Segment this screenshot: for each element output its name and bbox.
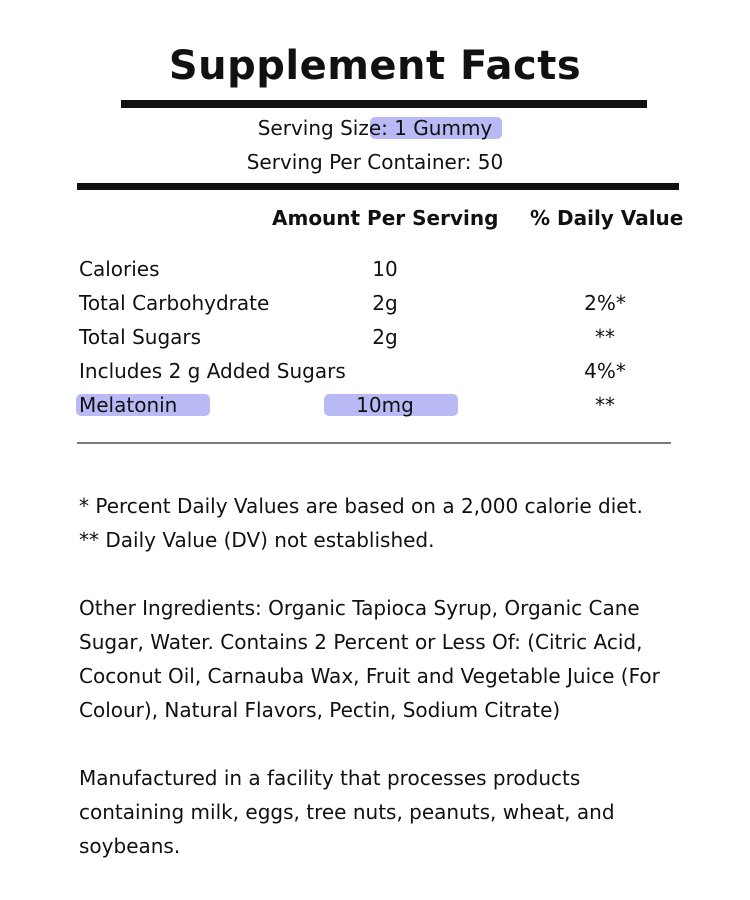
- nutrient-daily-value: 2%*: [584, 291, 626, 315]
- table-row: [0, 392, 750, 420]
- header-amount-per-serving: Amount Per Serving: [272, 206, 499, 230]
- nutrient-amount: 2g: [372, 291, 398, 315]
- table-row: [0, 290, 750, 318]
- other-ingredients: Other Ingredients: Organic Tapioca Syrup, Organic Cane Sugar, Water. Contains 2 Percent or Less Of: (Citric Acid, Coconut Oil, Carnauba Wax, Fruit and Vegetable Juice (For Colour), Natural Flavors, Pectin, Sodium Citrate): [79, 596, 660, 722]
- title-divider: [121, 100, 647, 108]
- table-row: [0, 256, 750, 284]
- nutrient-daily-value: **: [595, 325, 615, 349]
- nutrient-name: Total Carbohydrate: [79, 291, 270, 315]
- nutrient-name: Melatonin: [79, 393, 178, 417]
- nutrient-amount: 2g: [372, 325, 398, 349]
- servings-per-container: Serving Per Container: 50: [246, 150, 504, 174]
- nutrient-name: Includes 2 g Added Sugars: [79, 359, 346, 383]
- nutrient-name: Calories: [79, 257, 160, 281]
- table-row: [0, 324, 750, 352]
- footnote-percent-daily: * Percent Daily Values are based on a 2,000 calorie diet.: [79, 494, 643, 518]
- table-bottom-divider: [77, 442, 671, 444]
- serving-divider: [77, 183, 679, 190]
- nutrient-amount: 10mg: [356, 393, 414, 417]
- nutrient-name: Total Sugars: [79, 325, 202, 349]
- facility-notice: Manufactured in a facility that processes products containing milk, eggs, tree nuts, peanuts, wheat, and soybeans.: [79, 766, 615, 858]
- label-title: Supplement Facts: [168, 43, 582, 89]
- footnote-dv-not-established: ** Daily Value (DV) not established.: [79, 528, 435, 552]
- header-daily-value: % Daily Value: [530, 206, 684, 230]
- table-row: [0, 358, 750, 386]
- nutrient-daily-value: **: [595, 393, 615, 417]
- nutrient-amount: 10: [372, 257, 398, 281]
- serving-size: Serving Size: 1 Gummy: [257, 116, 493, 140]
- nutrient-daily-value: 4%*: [584, 359, 626, 383]
